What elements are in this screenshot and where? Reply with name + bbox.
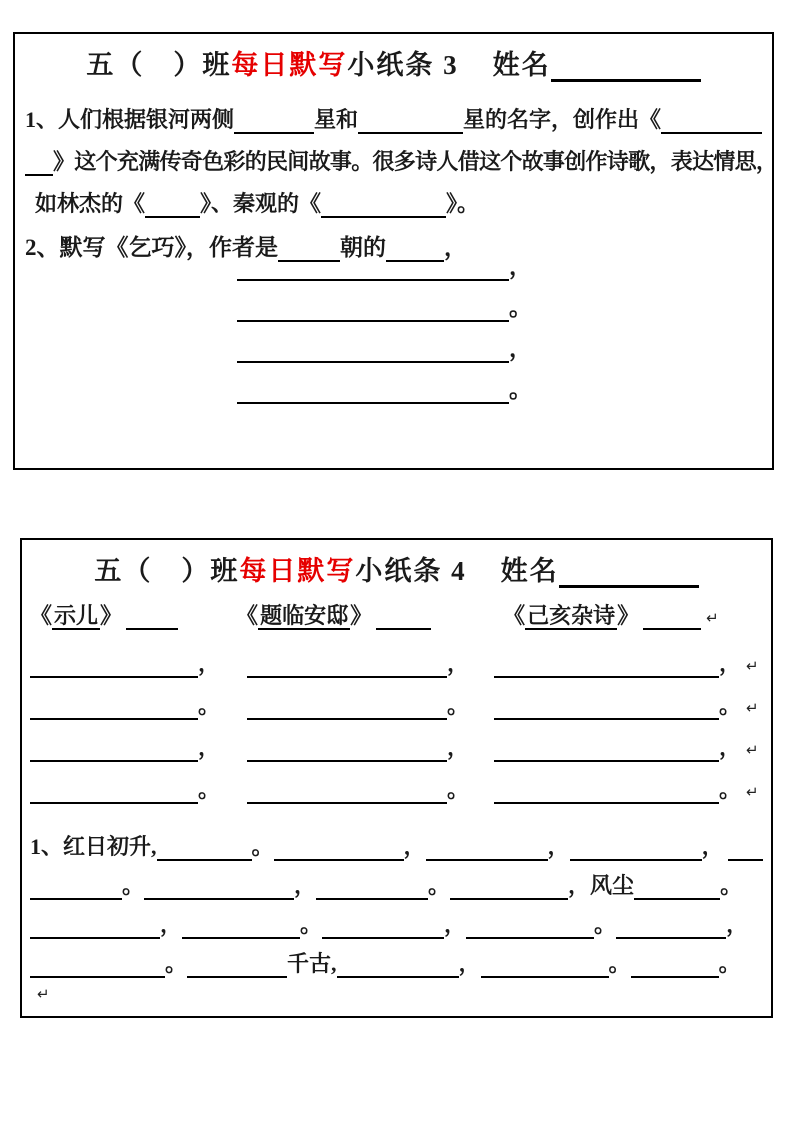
poem-punct: ， xyxy=(719,735,742,760)
answer-line-3 xyxy=(237,322,772,363)
poem-row-3 xyxy=(22,735,771,762)
fill-blank xyxy=(570,835,702,861)
poem-blank xyxy=(247,652,447,678)
slip3-title xyxy=(15,46,772,82)
slip4-title-highlight: 每日默写 xyxy=(239,556,356,586)
fill-punct: 。 xyxy=(608,951,631,976)
poem-punct: ， xyxy=(447,735,470,760)
return-icon: ↵ xyxy=(746,699,759,717)
poem-blank xyxy=(494,652,719,678)
poem-punct: 。 xyxy=(447,693,470,718)
fill-blank xyxy=(337,952,459,978)
slip4-q1-line4 xyxy=(22,939,771,978)
poem-punct: 。 xyxy=(719,693,742,718)
bracket-close: 》 xyxy=(350,603,373,628)
poem-blank xyxy=(494,736,719,762)
bracket-close: 》 xyxy=(100,603,123,628)
fill-blank xyxy=(157,835,252,861)
poem-rows xyxy=(22,651,771,804)
slip3-q1-blank-5 xyxy=(321,192,446,218)
fill-punct: ， xyxy=(160,912,183,937)
slip3-q1-line2 xyxy=(15,134,778,176)
slip3-q1-line1 xyxy=(15,92,772,134)
slip4-question-1 xyxy=(22,822,771,978)
slip4-name-group xyxy=(501,549,699,588)
fill-punct: 。 xyxy=(300,912,323,937)
slip4-q1-line1 xyxy=(22,822,771,861)
fill-blank xyxy=(30,952,165,978)
return-icon: ↵ xyxy=(706,609,719,627)
fill-blank xyxy=(274,835,404,861)
slip4-q1-line2 xyxy=(22,861,771,900)
poem-title-jihaizashi xyxy=(503,599,639,630)
answer-line-4 xyxy=(237,363,772,404)
slip4-title xyxy=(22,552,771,588)
slip4-title-prefix: 五（ ）班 xyxy=(94,556,240,586)
return-icon: ↵ xyxy=(746,783,759,801)
fill-blank xyxy=(466,913,594,939)
slip3-q1-text-6: 》、秦观的《 xyxy=(200,191,322,216)
poem-row-2 xyxy=(22,693,771,720)
answer-blank-1 xyxy=(237,253,509,281)
answer-line-2 xyxy=(237,281,772,322)
poem-blank xyxy=(247,736,447,762)
slip3-q1-text-7: 》。 xyxy=(446,191,480,216)
fill-blank xyxy=(30,913,160,939)
fill-blank xyxy=(187,952,287,978)
answer-blank-4 xyxy=(237,376,509,404)
return-icon: ↵ xyxy=(37,985,50,1003)
slip4-name-blank xyxy=(559,555,699,588)
poem-punct: 。 xyxy=(447,777,470,802)
slip4-q1-lead: 1、红日初升, xyxy=(30,834,157,859)
poem-blank xyxy=(494,778,719,804)
slip3-q1-blank-4 xyxy=(145,192,200,218)
slip3-q2-text-2: 朝的 xyxy=(340,235,386,260)
poem-name-jihaizashi: 己亥杂诗 xyxy=(527,603,616,628)
slip4-name-label: 姓名 xyxy=(500,556,559,586)
slip3-q2-text-3: ， xyxy=(444,235,467,260)
slip4-q1-line3 xyxy=(22,900,771,939)
fill-punct: 。 xyxy=(718,951,741,976)
fill-punct: ， xyxy=(726,912,749,937)
answer-punct-3: ， xyxy=(509,336,532,361)
return-icon: ↵ xyxy=(746,657,759,675)
poem-blank xyxy=(247,778,447,804)
fill-text-qiangu: 千古, xyxy=(287,951,337,976)
slip3-q1-text-2: 星和 xyxy=(314,107,359,132)
dictation-slip-4 xyxy=(20,538,773,1018)
fill-punct: 。 xyxy=(165,951,188,976)
slip3-q1-text-1: 1、人们根据银河两侧 xyxy=(25,107,235,132)
slip3-title-suffix: 小纸条 3 xyxy=(347,50,459,80)
return-icon: ↵ xyxy=(746,741,759,759)
fill-blank xyxy=(634,874,720,900)
fill-punct: ， xyxy=(701,834,724,859)
bracket-open: 《 xyxy=(30,603,53,628)
fill-punct: 。 xyxy=(720,873,743,898)
poem-punct: ， xyxy=(198,651,221,676)
slip3-q2-text-1: 2、默写《乞巧》，作者是 xyxy=(25,235,278,260)
slip4-footer xyxy=(22,985,771,1007)
poem-name-shier: 示儿 xyxy=(54,603,99,628)
poem-punct: 。 xyxy=(198,693,221,718)
poem-blank xyxy=(30,694,198,720)
poem-title-tilinandi xyxy=(236,599,372,630)
answer-punct-2: 。 xyxy=(509,295,532,320)
answer-blank-3 xyxy=(237,335,509,363)
fill-punct: ， xyxy=(458,951,481,976)
fill-punct: ， xyxy=(547,834,570,859)
fill-blank xyxy=(144,874,294,900)
bracket-open: 《 xyxy=(236,603,259,628)
slip3-question-1 xyxy=(15,92,778,218)
slip3-answer-lines xyxy=(15,240,772,404)
fill-blank xyxy=(616,913,726,939)
bracket-close: 》 xyxy=(617,603,640,628)
slip3-name-group xyxy=(493,43,701,82)
poem-blank xyxy=(30,778,198,804)
answer-blank-2 xyxy=(237,294,509,322)
slip4-title-suffix: 小纸条 4 xyxy=(355,556,467,586)
poem-punct: 。 xyxy=(198,777,221,802)
poem-punct: 。 xyxy=(719,777,742,802)
fill-blank xyxy=(182,913,300,939)
poem-blank xyxy=(30,652,198,678)
poem-blank xyxy=(247,694,447,720)
fill-punct: 。 xyxy=(428,873,451,898)
slip3-q1-text-5: 如林杰的《 xyxy=(35,191,146,216)
slip3-q1-blank-3 xyxy=(661,108,762,134)
fill-blank-wrap xyxy=(728,835,763,861)
fill-punct: 。 xyxy=(122,873,145,898)
poem-blank xyxy=(494,694,719,720)
author-blank-2 xyxy=(376,606,431,630)
slip3-q1-text-3: 星的名字，创作出《 xyxy=(463,107,662,132)
answer-punct-4: 。 xyxy=(509,377,532,402)
poem-punct: ， xyxy=(198,735,221,760)
fill-punct-fengchen: ，风尘 xyxy=(568,873,635,898)
slip3-title-highlight: 每日默写 xyxy=(231,50,348,80)
poem-title-row xyxy=(22,602,771,630)
fill-punct: 。 xyxy=(594,912,617,937)
slip3-name-label: 姓名 xyxy=(492,50,551,80)
slip3-q1-blank-2 xyxy=(358,108,463,134)
fill-blank xyxy=(30,874,122,900)
fill-punct: 。 xyxy=(251,834,274,859)
slip3-q1-text-4: 》这个充满传奇色彩的民间故事。很多诗人借这个故事创作诗歌，表达情思， xyxy=(53,149,778,174)
fill-blank xyxy=(450,874,568,900)
poem-row-1 xyxy=(22,651,771,678)
poem-punct: ， xyxy=(447,651,470,676)
fill-punct: ， xyxy=(294,873,317,898)
poem-title-shier xyxy=(30,599,122,630)
answer-punct-1: ， xyxy=(509,254,532,279)
poem-name-tilinandi: 题临安邸 xyxy=(260,603,349,628)
fill-blank xyxy=(316,874,428,900)
dictation-slip-3 xyxy=(13,32,778,470)
fill-punct: ， xyxy=(403,834,426,859)
fill-punct: ， xyxy=(444,912,467,937)
poem-blank xyxy=(30,736,198,762)
fill-blank xyxy=(631,952,719,978)
bracket-open: 《 xyxy=(503,603,526,628)
poem-punct: ， xyxy=(719,651,742,676)
fill-blank xyxy=(322,913,444,939)
author-blank-3 xyxy=(643,606,701,630)
poem-row-4 xyxy=(22,777,771,804)
fill-blank xyxy=(426,835,548,861)
slip3-title-prefix: 五（ ）班 xyxy=(86,50,232,80)
fill-blank xyxy=(481,952,609,978)
slip3-q1-blank-3-wrap xyxy=(25,150,53,176)
author-blank-1 xyxy=(126,606,178,630)
slip3-q1-blank-1 xyxy=(234,108,314,134)
slip3-name-blank xyxy=(551,49,701,82)
slip3-q1-line3 xyxy=(15,176,772,218)
